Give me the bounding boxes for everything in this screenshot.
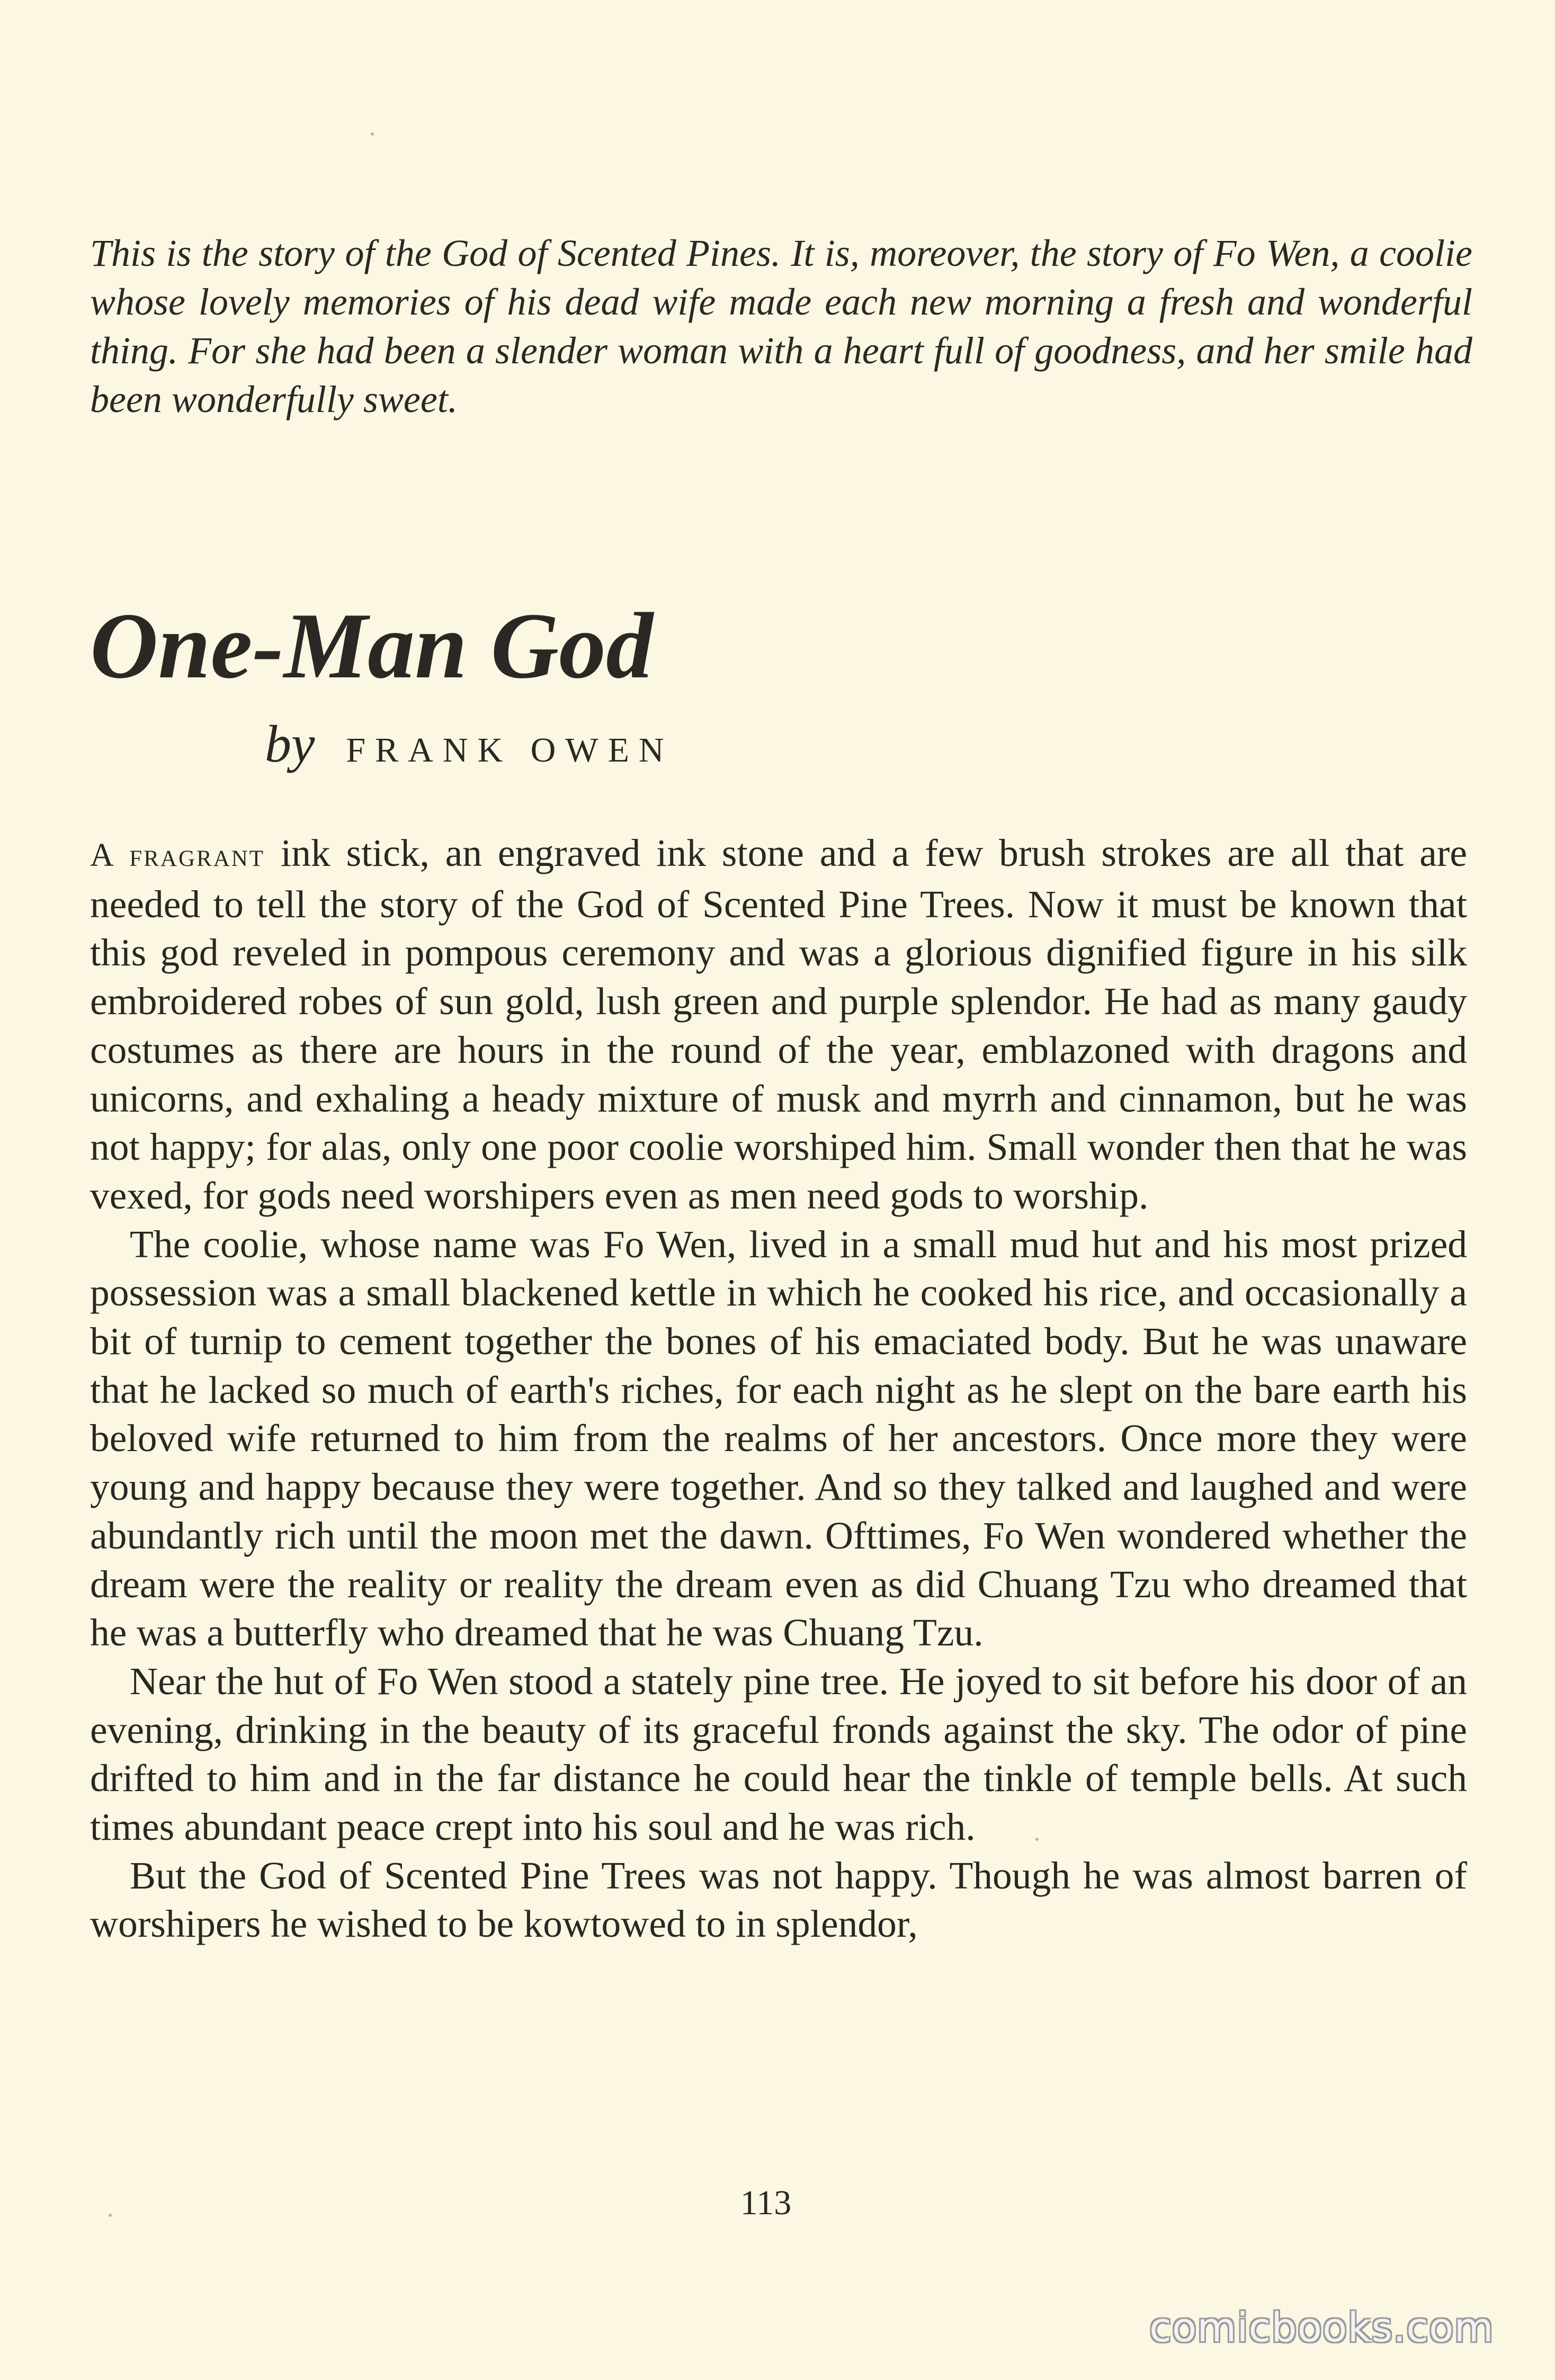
page-number: 113 (740, 2184, 792, 2222)
paragraph-text: ink stick, an engraved ink stone and a few brush strokes are all that are needed to tell the story of the God of Scented Pine Trees. Now it must be known that this god reveled in pompous ceremony and was a glorious dignified figure in his silk embroidered robes of sun gold, lush green and purple splendor. He had as many gaudy costumes as there are hours in the round of the year, emblazoned with dragons and unicorns, and exhaling a heady mixture of musk and myrrh and cinnamon, but he was not happy; for alas, only one poor coolie worshiped him. Small wonder then that he was vexed, for gods need worshipers even as men need gods to worship. (90, 831, 1467, 1217)
lead-in-words: A fragrant (90, 837, 265, 873)
story-body (90, 829, 1467, 1948)
body-paragraph: Near the hut of Fo Wen stood a stately pine tree. He joyed to sit before his door of an evening, drinking in the beauty of its graceful fronds against the sky. The odor of pine drifted to him and in the far distance he could hear the tinkle of temple bells. At such times abundant peace crept into his soul and he was rich. (90, 1659, 1467, 1849)
body-paragraph (90, 829, 1467, 1220)
site-watermark: comicbooks.com (1149, 2304, 1494, 2351)
byline-by: by (265, 714, 315, 773)
body-paragraph: But the God of Scented Pine Trees was not happy. Though he was almost barren of worshipers he wished to be kowtowed to in splendor, (90, 1854, 1467, 1946)
author-name: FRANK OWEN (346, 731, 674, 770)
intro-paragraph: This is the story of the God of Scented Pines. It is, moreover, the story of Fo Wen, a coolie whose lovely memories of his dead wife made each new morning a fresh and wonderful thing. For she had been a slender woman with a heart full of goodness, and her smile had been wonderfully sweet. (90, 232, 1472, 420)
byline (265, 715, 674, 780)
paper-speck (109, 2214, 112, 2217)
body-paragraph: The coolie, whose name was Fo Wen, lived in a small mud hut and his most prized possession was a small blackened kettle in which he cooked his rice, and occasionally a bit of turnip to cement together the bones of his emaciated body. But he was unaware that he lacked so much of earth's riches, for each night as he slept on the bare earth his beloved wife returned to him from the realms of her ancestors. Once more they were young and happy because they were together. And so they talked and laughed and were abundantly rich until the moon met the dawn. Ofttimes, Fo Wen wondered whether the dream were the reality or reality the dream even as did Chuang Tzu who dreamed that he was a butterfly who dreamed that he was Chuang Tzu. (90, 1222, 1467, 1654)
story-title: One-Man God (90, 593, 654, 699)
paper-speck (371, 132, 374, 136)
